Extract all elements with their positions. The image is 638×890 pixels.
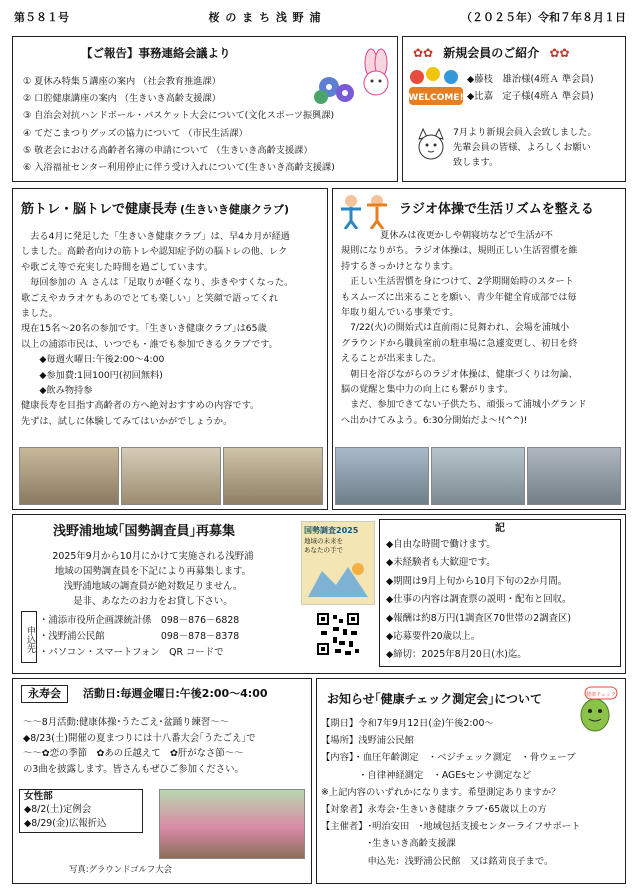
body-line: ◆8/23(土)開催の夏まつりには十八番大会｢うたごえ｣で xyxy=(23,732,256,744)
message-line: 7月より新規会員入会致しました。 xyxy=(453,127,597,138)
photo-caption: 写真:グラウンドゴルフ大会 xyxy=(69,864,172,874)
notice-item: ① 夏休み特集５講座の案内 （社会教育推進課） xyxy=(23,76,221,87)
note-item: ◆締切：2025年8月20日(水)迄。 xyxy=(386,649,527,661)
body-line: 先ずは、試しに体験してみてはいかがでしょうか。 xyxy=(21,415,233,427)
census-title: 浅野浦地域｢国勢調査員｣再募集 xyxy=(53,524,236,539)
flower-icon: ✿✿ xyxy=(549,46,570,60)
radio-photo xyxy=(335,447,429,505)
note-item: ◆期間は9月上旬から10月下旬の2か月間。 xyxy=(386,575,568,587)
eijukai-label xyxy=(21,685,68,703)
body-line: や歌ごえ等で充実した時間を過ごしています。 xyxy=(21,261,214,273)
body-line: 浅野浦地域の調査員が絶対数足りません。 xyxy=(63,581,243,592)
fitness-title-sub: (生きいき健康クラブ) xyxy=(180,203,290,216)
women-label: 女性部 xyxy=(24,791,53,802)
body-line: ◆毎週火曜日:午後2:00～4:00 xyxy=(21,354,165,366)
eijukai-label-text: 永寿会 xyxy=(28,687,61,700)
body-line: 以上の浦添市民は、いつでも・誰でも参加できるクラブです。 xyxy=(21,338,278,350)
detail-line: ・自律神経測定 ・AGEsセンサ測定など xyxy=(321,769,532,781)
health-box xyxy=(316,678,626,884)
contact-line: ・浦添市役所企画課統計係 098－876－6828 xyxy=(39,615,240,626)
eijukai-box xyxy=(12,678,312,884)
notice-list xyxy=(23,73,395,176)
body-line: ～～8月活動:健康体操･うたごえ･盆踊り練習～～ xyxy=(23,717,230,728)
body-line: 健康長寿を目指す高齢者の方へ絶対おすすめの内容です。 xyxy=(21,400,260,412)
fitness-photo xyxy=(121,447,221,505)
census-box xyxy=(12,514,626,674)
poster-sub2: あなたの手で xyxy=(304,546,343,555)
fitness-title-row xyxy=(21,201,289,220)
fitness-body xyxy=(21,229,327,429)
notice-item: ⑥ 入浴福祉センター利用停止に伴う受け入れについて(生きいき高齢支援課) xyxy=(23,162,335,174)
notice-item: ④ てだこまつりグッズの協力について （市民生活課） xyxy=(23,127,248,139)
message-line: 先輩会員の皆様、よろしくお願い xyxy=(453,142,591,153)
detail-line: 【期日】令和7年9月12日(金)午後2:00～ xyxy=(321,718,494,729)
body-line: もスムーズに出来ることを願い、青少年健全育成部では毎 xyxy=(341,292,577,303)
body-line: 現在15名～20名の参加です。｢生きいき健康クラブ｣は65歳 xyxy=(21,323,267,335)
fitness-photo xyxy=(19,447,119,505)
notes-list xyxy=(380,536,620,665)
apply-label xyxy=(21,611,37,663)
contact-line: ・パソコン・スマートフォン QR コードで xyxy=(39,647,224,658)
welcome-text: WELCOME! xyxy=(408,93,464,103)
message-line: 致します。 xyxy=(453,157,499,168)
cat-illustration xyxy=(411,125,451,165)
note-item: ◆自由な時間で働けます。 xyxy=(386,539,496,550)
poster-sub1: 地域の未来を xyxy=(304,536,343,545)
notes-title: 記 xyxy=(495,523,505,534)
body-line: 去る4月に発足した「生きいき健康クラブ」は、早4カ月が経過 xyxy=(21,231,290,242)
detail-line: ※上記内容のいずれかになります。希望測定ありますか？ xyxy=(321,786,561,798)
member-list xyxy=(467,71,594,105)
notice-item: ⑤ 敬老会における高齢者名簿の申請について （生きいき高齢支援課） xyxy=(23,144,313,156)
note-item: ◆未経験者も大歓迎です。 xyxy=(386,557,496,569)
body-line: グラウンドから職員室前の駐車場に急遽変更し、初日を終 xyxy=(341,338,578,349)
body-line: 毎回参加の Ａ さんは「足取りが軽くなり、歩きやすくなった。 xyxy=(21,277,294,289)
body-line: まだ、参加できてない子供たち、頑張って浦城小グランド xyxy=(341,400,587,411)
eijukai-body xyxy=(23,715,313,777)
body-line: 地域の国勢調査員を下記により再募集します。 xyxy=(54,566,252,577)
body-line: ～～✿恋の季節 ✿あの丘越えて ✿肝がなさ節～～ xyxy=(23,748,244,760)
body-line: 脳の覚醒と集中力の向上にも繋がります。 xyxy=(341,385,514,396)
body-line: 7/22(火)の開始式は直前雨に見舞われ、会場を浦城小 xyxy=(341,323,570,334)
body-line: 是非、あなたのお力をお貸し下さい。 xyxy=(73,596,233,607)
body-line: 2025年9月から10月にかけて実施される浅野浦 xyxy=(52,551,254,562)
body-line: 持するきっかけとなります。 xyxy=(341,261,459,272)
radio-illustration xyxy=(337,193,393,229)
radio-title: ラジオ体操で生活リズムを整える xyxy=(399,202,594,217)
radio-photo xyxy=(527,447,621,505)
detail-line: 【内容】・血圧年齢測定 ・ベジチェック測定 ・骨ウェーブ xyxy=(321,752,576,764)
body-line: ◆参加費:1回100円(初回無料) xyxy=(21,369,163,381)
women-item: ◆8/29(金)広報折込 xyxy=(24,818,107,829)
body-line: へ出かけてみよう。6:30分開始だよ～!(^^)! xyxy=(341,415,528,426)
eijukai-activity: 活動日:毎週金曜日:午後2:00～4:00 xyxy=(83,687,268,700)
fitness-photo xyxy=(223,447,323,505)
census-poster xyxy=(301,521,375,605)
note-item: ◆応募要件20歳以上。 xyxy=(386,631,481,643)
member-item: ◆比嘉 定子様(4班Ａ 準会員) xyxy=(467,91,594,102)
member-item: ◆藤枝 雄治様(4班Ａ 準会員) xyxy=(467,74,594,85)
census-body xyxy=(23,549,283,609)
issue-number: 第５８１号 xyxy=(14,11,69,25)
body-line: 規則になりがち。ラジオ体操は、規則正しい生活習慣を維 xyxy=(341,246,578,257)
radio-box xyxy=(332,188,626,510)
golf-photo xyxy=(159,789,305,859)
new-members-box xyxy=(402,36,626,182)
detail-line: 【対象者】永寿会･生きいき健康クラブ･65歳以上の方 xyxy=(321,804,547,816)
body-line: 朝日を浴びながらのラジオ体操は、健康づくりは勿論、 xyxy=(341,369,578,380)
apply-label-text: 申込先 xyxy=(25,625,35,653)
qr-code[interactable] xyxy=(315,611,361,657)
health-title: お知らせ｢健康チェック測定会｣について xyxy=(327,692,543,706)
detail-line: 申込先：浅野浦公民館 又は銘苅良子まで。 xyxy=(321,855,554,867)
census-notes xyxy=(379,519,621,667)
body-line: 正しい生活習慣を身につけて、2学期開始時のスタート xyxy=(341,277,574,288)
new-members-message xyxy=(453,125,597,170)
page-header xyxy=(14,8,626,28)
radio-body xyxy=(341,229,623,429)
contact-line: ・浅野浦公民館 098－878－8378 xyxy=(39,631,240,642)
body-line: 歌ごえやカラオケもあのでとても楽しい」と笑顔で語ってくれ xyxy=(21,292,279,304)
radio-photo xyxy=(431,447,525,505)
fitness-title: 筋トレ・脳トレで健康長寿 xyxy=(21,202,178,217)
notice-item: ③ 自治会対抗ハンドボール・バスケット大会について(文化スポーツ振興課) xyxy=(23,110,335,122)
issue-date: （２０２５年）令和７年８月１日 xyxy=(460,11,626,25)
women-section xyxy=(19,789,143,833)
census-contacts xyxy=(39,613,239,661)
health-details xyxy=(321,715,621,870)
new-members-title-row xyxy=(413,45,570,62)
detail-line: 【場所】浅野浦公民館 xyxy=(321,735,414,747)
body-line: ◆飲み物持参 xyxy=(21,385,93,397)
notice-item: ② 口腔健康講座の案内 （生きいき高齢支援課） xyxy=(23,93,221,105)
note-item: ◆報酬は約8万円(1調査区70世帯の2調査区) xyxy=(386,612,571,624)
detail-line: ･生きいき高齢支援課 xyxy=(321,838,456,850)
detail-line: 【主催者】･明治安田 ･地域包括支援センターライフサポート xyxy=(321,821,581,833)
body-line: 夏休みは夜更かしや朝寝坊などで生活が不 xyxy=(371,231,553,241)
new-members-title: 新規会員のご紹介 xyxy=(443,46,540,60)
fitness-box xyxy=(12,188,328,510)
women-list xyxy=(20,803,142,831)
health-badge-text: 健康チェック xyxy=(586,692,616,698)
body-line: 年取り組んでいる事業です。 xyxy=(341,308,459,319)
poster-title: 国勢調査2025 xyxy=(304,526,359,535)
welcome-balloons xyxy=(407,67,465,117)
body-line: ました。 xyxy=(21,308,58,320)
women-item: ◆8/2(土)定例会 xyxy=(24,804,92,815)
notice-box xyxy=(12,36,398,182)
notice-title: 【ご報告】事務連絡会議より xyxy=(81,46,231,60)
body-line: の3曲を披露します。皆さんもぜひご参加ください。 xyxy=(23,763,244,775)
newsletter-title: 桜 の ま ち 浅 野 浦 xyxy=(208,11,322,25)
body-line: しました。高齢者向けの筋トレや認知症予防の脳トレの他、レク xyxy=(21,246,288,258)
note-item: ◆仕事の内容は調査票の説明・配布と回収。 xyxy=(386,594,572,606)
flower-icon: ✿✿ xyxy=(413,46,434,60)
body-line: えることが出来ました。 xyxy=(341,354,442,365)
